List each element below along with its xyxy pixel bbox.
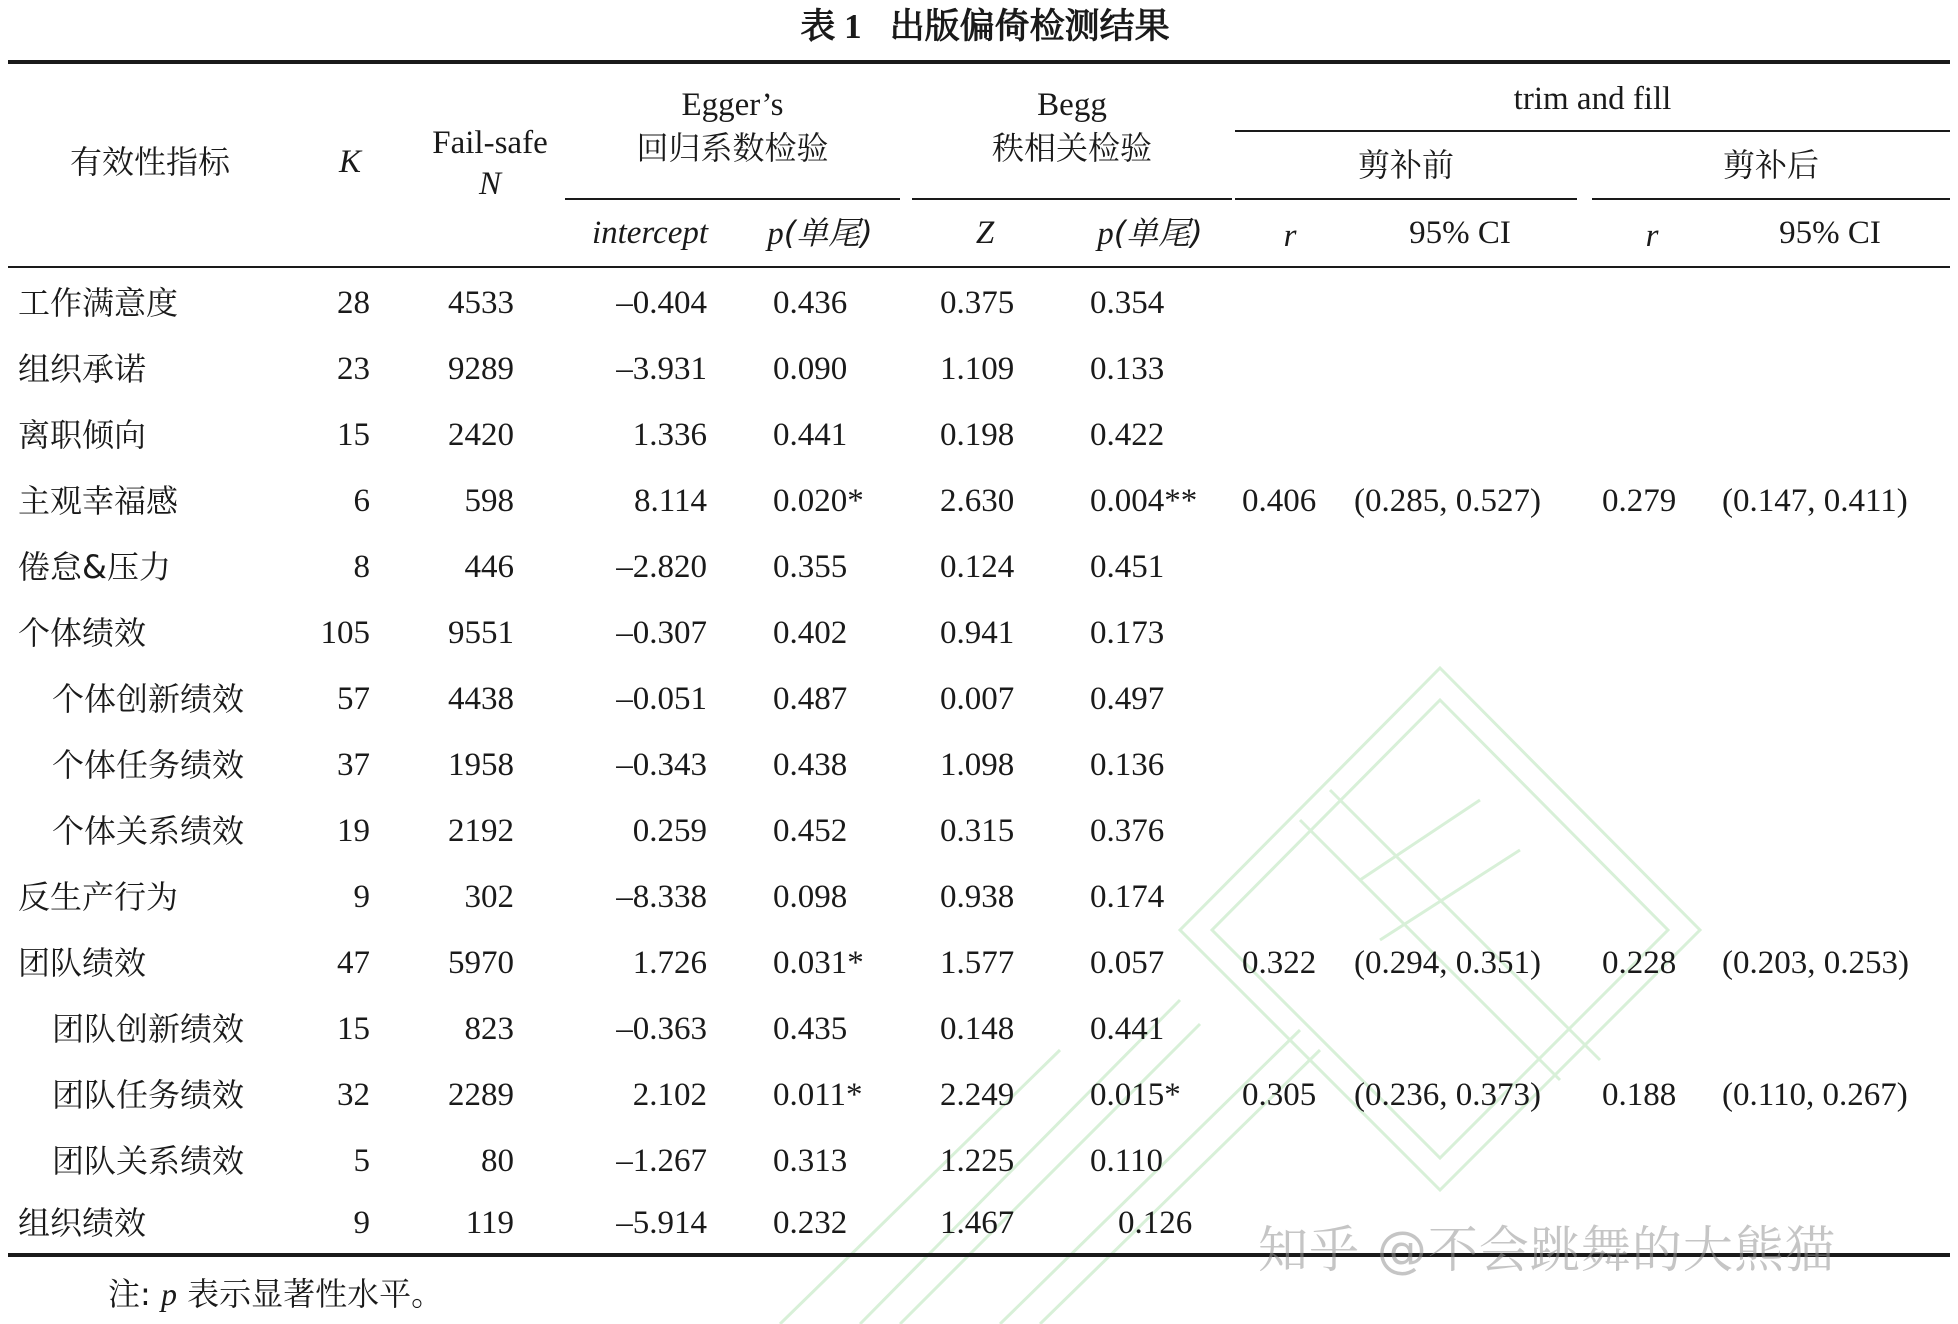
p-egger-value: 0.355 [773,549,848,585]
ci-after-value [1722,534,1952,600]
intercept-value: –0.404 [616,285,707,321]
col-header-ci-before: 95% CI [1409,215,1511,251]
indicator-name: 倦怠&压力 [18,548,171,586]
failsafe-n-value: 823 [464,1011,514,1047]
z-value: 0.375 [940,285,1015,321]
intercept-value: –0.051 [616,681,707,717]
p-begg-value: 0.057 [1090,945,1165,981]
ci-after-value [1722,732,1952,798]
r-before-value [1242,666,1332,732]
indicator-name: 主观幸福感 [18,482,179,520]
p-begg-value: 0.015* [1090,1077,1181,1113]
p-egger-value: 0.452 [773,813,848,849]
intercept-value: –2.820 [616,549,707,585]
r-after-value [1602,402,1692,468]
ci-before-value [1354,732,1584,798]
col-header-z: Z [975,215,995,251]
p-begg-value: 0.376 [1090,813,1165,849]
failsafe-n-value: 302 [464,879,514,915]
table-row [0,666,1958,732]
r-before-value [1242,270,1332,336]
failsafe-n-value: 1958 [448,747,514,783]
intercept-value: –0.363 [616,1011,707,1047]
rule-begg [912,198,1232,200]
indicator-name: 个体任务绩效 [52,746,245,784]
table-row [0,1062,1958,1128]
p-begg-value: 0.441 [1090,1011,1165,1047]
p-begg-value: 0.126 [1118,1205,1193,1241]
failsafe-n-value: 598 [464,483,514,519]
ci-before-value [1354,996,1584,1062]
ci-before-value [1354,534,1584,600]
p-begg-value: 0.004** [1090,483,1198,519]
header-bottom-rule [8,266,1950,268]
z-value: 0.007 [940,681,1015,717]
rule-trim-and-fill [1235,130,1950,132]
table-row [0,402,1958,468]
p-egger-value: 0.435 [773,1011,848,1047]
r-after-value [1602,270,1692,336]
footnote-symbol: p [160,1276,177,1312]
col-header-k: K [338,144,361,180]
k-value: 105 [320,615,370,651]
indicator-name: 团队绩效 [18,944,147,982]
k-value: 57 [337,681,370,717]
table-footnote [108,1272,443,1316]
p-egger-value: 0.011* [773,1077,863,1113]
k-value: 5 [353,1143,370,1179]
r-after-value [1602,864,1692,930]
k-value: 19 [337,813,370,849]
p-egger-value: 0.436 [773,285,848,321]
p-begg-value: 0.451 [1090,549,1165,585]
z-value: 0.198 [940,417,1015,453]
failsafe-n-value: 9551 [448,615,514,651]
footnote-prefix: 注: [108,1275,151,1313]
z-value: 1.098 [940,747,1015,783]
failsafe-n-value: 2289 [448,1077,514,1113]
r-before-value [1242,600,1332,666]
z-value: 2.630 [940,483,1015,519]
failsafe-n-value: 9289 [448,351,514,387]
k-value: 15 [337,417,370,453]
ci-after-value [1722,996,1952,1062]
r-after-value [1602,798,1692,864]
p-egger-value: 0.487 [773,681,848,717]
failsafe-n-value: 4533 [448,285,514,321]
table-row [0,600,1958,666]
k-value: 28 [337,285,370,321]
failsafe-n-value: 80 [481,1143,514,1179]
intercept-value: 8.114 [633,483,707,519]
r-before-value [1242,864,1332,930]
col-header-r-before: r [1283,218,1297,254]
intercept-value: 1.336 [632,417,707,453]
col-header-r-after: r [1645,218,1659,254]
k-value: 32 [337,1077,370,1113]
intercept-value: –8.338 [616,879,707,915]
ci-after-value: (0.147, 0.411) [1722,483,1908,519]
table-row [0,930,1958,996]
r-before-value [1242,336,1332,402]
r-after-value [1602,996,1692,1062]
r-after-value [1602,336,1692,402]
r-after-value [1602,1128,1692,1194]
indicator-name: 组织绩效 [18,1204,147,1242]
k-value: 23 [337,351,370,387]
rule-egger [565,198,900,200]
ci-after-value: (0.203, 0.253) [1722,945,1909,981]
footnote-text: 表示显著性水平。 [187,1275,444,1313]
col-header-intercept: intercept [591,215,709,251]
r-before-value: 0.305 [1242,1077,1317,1113]
col-header-p-egger [745,212,895,255]
p-egger-value: 0.098 [773,879,848,915]
ci-before-value [1354,336,1584,402]
r-before-value [1242,1128,1332,1194]
r-before-value [1242,534,1332,600]
indicator-name: 个体创新绩效 [52,680,245,718]
ci-before-value: (0.294, 0.351) [1354,945,1541,981]
col-header-ci-after: 95% CI [1779,215,1881,251]
ci-before-value [1354,1128,1584,1194]
col-header-trim-and-fill: trim and fill [1513,81,1672,117]
z-value: 0.124 [940,549,1015,585]
p-begg-value: 0.354 [1090,285,1165,321]
col-header-begg: Begg [1037,87,1107,123]
col-header-begg-test: 秩相关检验 [991,129,1152,167]
indicator-name: 组织承诺 [18,350,147,388]
r-after-value [1602,534,1692,600]
col-header-before: 剪补前 [1357,146,1454,184]
indicator-name: 个体绩效 [18,614,147,652]
col-header-p-begg [1075,212,1225,255]
r-before-value: 0.322 [1242,945,1317,981]
k-value: 9 [353,1205,370,1241]
indicator-name: 团队任务绩效 [52,1076,245,1114]
r-after-value: 0.188 [1602,1077,1677,1113]
z-value: 0.315 [940,813,1015,849]
p-begg-value: 0.174 [1090,879,1165,915]
indicator-name: 离职倾向 [18,416,147,454]
k-value: 6 [353,483,370,519]
p-begg-value: 0.173 [1090,615,1165,651]
p-egger-value: 0.438 [773,747,848,783]
z-value: 0.938 [940,879,1015,915]
col-header-failsafe: Fail-safe [432,125,548,161]
failsafe-n-value: 4438 [448,681,514,717]
intercept-value: 2.102 [632,1077,707,1113]
intercept-value: 1.726 [632,945,707,981]
rule-before [1235,198,1577,200]
p-egger-value: 0.402 [773,615,848,651]
r-before-value [1242,732,1332,798]
k-value: 37 [337,747,370,783]
indicator-name: 个体关系绩效 [52,812,245,850]
p-begg-value: 0.136 [1090,747,1165,783]
p-begg-value: 0.422 [1090,417,1165,453]
p-begg-value: 0.133 [1090,351,1165,387]
ci-after-value: (0.110, 0.267) [1722,1077,1908,1113]
col-header-egger: Egger’s [681,87,784,123]
col-header-egger-test: 回归系数检验 [636,129,829,167]
ci-before-value [1354,798,1584,864]
table-row [0,336,1958,402]
intercept-value: 0.259 [632,813,707,849]
p-suffix: (单尾) [783,214,873,252]
z-value: 0.148 [940,1011,1015,1047]
p-begg-value: 0.110 [1090,1143,1164,1179]
failsafe-n-value: 446 [464,549,514,585]
intercept-value: –5.914 [616,1205,707,1241]
intercept-value: –0.307 [616,615,707,651]
ci-after-value [1722,666,1952,732]
k-value: 8 [353,549,370,585]
failsafe-n-value: 2420 [448,417,514,453]
intercept-value: –3.931 [616,351,707,387]
r-before-value [1242,402,1332,468]
p-egger-value: 0.232 [773,1205,848,1241]
p-begg-value: 0.497 [1090,681,1165,717]
watermark-text: 知乎 @不会跳舞的大熊猫 [1258,1221,1836,1279]
p-symbol: p [767,216,784,252]
ci-after-value [1722,1128,1952,1194]
intercept-value: –1.267 [616,1143,707,1179]
indicator-name: 团队关系绩效 [52,1142,245,1180]
ci-before-value: (0.285, 0.527) [1354,483,1541,519]
ci-after-value [1722,600,1952,666]
indicator-name: 反生产行为 [18,878,179,916]
k-value: 9 [353,879,370,915]
z-value: 1.109 [940,351,1015,387]
ci-before-value [1354,402,1584,468]
r-before-value [1242,798,1332,864]
table-row [0,270,1958,336]
table-row [0,996,1958,1062]
ci-after-value [1722,864,1952,930]
ci-before-value: (0.236, 0.373) [1354,1077,1541,1113]
z-value: 0.941 [940,615,1015,651]
table-row [0,864,1958,930]
table-row [0,798,1958,864]
table-number: 表 1 [800,7,862,46]
ci-before-value [1354,864,1584,930]
r-after-value [1602,666,1692,732]
failsafe-n-value: 5970 [448,945,514,981]
ci-before-value [1354,270,1584,336]
z-value: 2.249 [940,1077,1015,1113]
rule-after [1592,198,1950,200]
p-egger-value: 0.020* [773,483,864,519]
intercept-value: –0.343 [616,747,707,783]
table-title [0,2,1958,52]
table-row [0,732,1958,798]
col-header-indicator: 有效性指标 [69,143,230,181]
failsafe-n-value: 2192 [448,813,514,849]
p-symbol: p [1097,216,1114,252]
p-egger-value: 0.090 [773,351,848,387]
p-egger-value: 0.031* [773,945,864,981]
k-value: 15 [337,1011,370,1047]
r-after-value [1602,732,1692,798]
table-row [0,468,1958,534]
col-header-after: 剪补后 [1722,146,1819,184]
table-row [0,1128,1958,1194]
ci-after-value [1722,270,1952,336]
z-value: 1.577 [940,945,1015,981]
indicator-name: 团队创新绩效 [52,1010,245,1048]
indicator-name: 工作满意度 [18,284,179,322]
r-before-value [1242,996,1332,1062]
p-suffix: (单尾) [1113,214,1203,252]
z-value: 1.225 [940,1143,1015,1179]
ci-before-value [1354,666,1584,732]
top-rule [8,60,1950,64]
p-egger-value: 0.441 [773,417,848,453]
failsafe-n-value: 119 [465,1205,514,1241]
ci-after-value [1722,798,1952,864]
r-after-value [1602,600,1692,666]
r-after-value: 0.279 [1602,483,1677,519]
r-before-value: 0.406 [1242,483,1317,519]
col-header-failsafe-n: N [478,166,501,202]
ci-before-value [1354,600,1584,666]
r-after-value: 0.228 [1602,945,1677,981]
table-row [0,534,1958,600]
ci-after-value [1722,336,1952,402]
table-caption: 出版偏倚检测结果 [889,7,1170,47]
p-egger-value: 0.313 [773,1143,848,1179]
z-value: 1.467 [940,1205,1015,1241]
ci-after-value [1722,402,1952,468]
k-value: 47 [337,945,370,981]
